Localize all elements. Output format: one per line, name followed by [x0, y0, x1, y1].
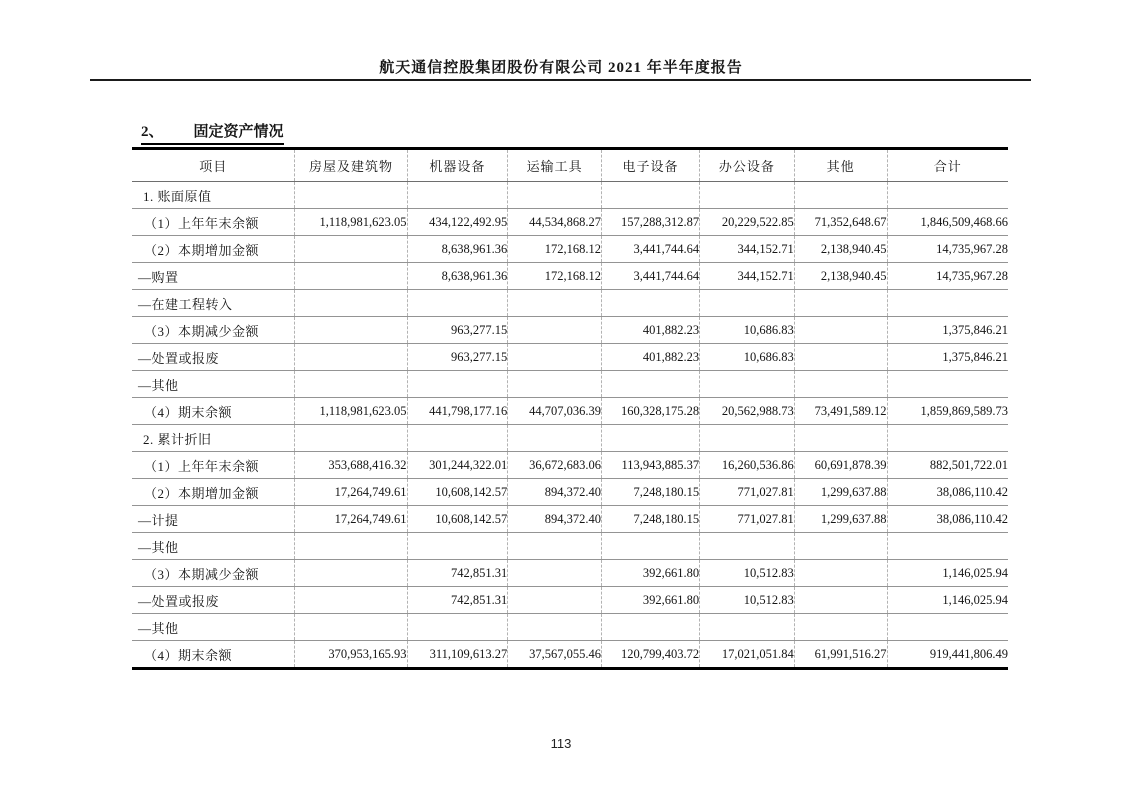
column-header: 其他: [794, 149, 887, 182]
value-cell: [602, 614, 700, 641]
value-cell: 14,735,967.28: [887, 263, 1008, 290]
value-cell: [700, 425, 795, 452]
value-cell: [700, 182, 795, 209]
row-label-cell: （2）本期增加金额: [132, 236, 295, 263]
value-cell: 2,138,940.45: [794, 236, 887, 263]
column-header: 项目: [132, 149, 295, 182]
value-cell: [295, 344, 407, 371]
value-cell: 882,501,722.01: [887, 452, 1008, 479]
value-cell: 44,534,868.27: [508, 209, 602, 236]
value-cell: [508, 344, 602, 371]
value-cell: [887, 425, 1008, 452]
value-cell: 17,021,051.84: [700, 641, 795, 669]
value-cell: 10,608,142.57: [407, 479, 508, 506]
row-label-cell: —其他: [132, 614, 295, 641]
value-cell: [794, 344, 887, 371]
value-cell: 1,375,846.21: [887, 344, 1008, 371]
page-number: 113: [550, 736, 572, 751]
section-heading-underline: [141, 120, 284, 145]
value-cell: 10,512.83: [700, 587, 795, 614]
table-row: [132, 533, 1008, 560]
value-cell: 38,086,110.42: [887, 506, 1008, 533]
value-cell: [700, 371, 795, 398]
table-row: [132, 317, 1008, 344]
value-cell: 20,562,988.73: [700, 398, 795, 425]
value-cell: 1,118,981,623.05: [295, 209, 407, 236]
value-cell: 370,953,165.93: [295, 641, 407, 669]
value-cell: 1,375,846.21: [887, 317, 1008, 344]
row-label-cell: （1）上年年末余额: [132, 209, 295, 236]
value-cell: [295, 587, 407, 614]
value-cell: 353,688,416.32: [295, 452, 407, 479]
header-divider: [90, 79, 1031, 81]
value-cell: [700, 290, 795, 317]
value-cell: 16,260,536.86: [700, 452, 795, 479]
value-cell: [508, 182, 602, 209]
value-cell: 10,512.83: [700, 560, 795, 587]
value-cell: [794, 371, 887, 398]
value-cell: 1,299,637.88: [794, 479, 887, 506]
value-cell: [295, 317, 407, 344]
value-cell: [407, 425, 508, 452]
value-cell: 963,277.15: [407, 317, 508, 344]
value-cell: 7,248,180.15: [602, 479, 700, 506]
table-row: [132, 506, 1008, 533]
value-cell: 401,882.23: [602, 344, 700, 371]
value-cell: [700, 533, 795, 560]
value-cell: [887, 614, 1008, 641]
value-cell: [407, 371, 508, 398]
table-row: [132, 479, 1008, 506]
value-cell: 10,686.83: [700, 317, 795, 344]
value-cell: 1,299,637.88: [794, 506, 887, 533]
fixed-assets-table: [132, 147, 1008, 670]
value-cell: [794, 587, 887, 614]
row-label-cell: （3）本期减少金额: [132, 560, 295, 587]
value-cell: 120,799,403.72: [602, 641, 700, 669]
row-label-cell: （4）期末余额: [144, 647, 233, 663]
row-label-cell: —其他: [132, 371, 295, 398]
value-cell: [407, 182, 508, 209]
value-cell: 1,118,981,623.05: [295, 398, 407, 425]
value-cell: 60,691,878.39: [794, 452, 887, 479]
value-cell: [602, 371, 700, 398]
value-cell: [794, 614, 887, 641]
value-cell: 7,248,180.15: [602, 506, 700, 533]
value-cell: [295, 263, 407, 290]
row-label-cell: —计提: [132, 506, 295, 533]
value-cell: [407, 614, 508, 641]
value-cell: 301,244,322.01: [407, 452, 508, 479]
table-row: [132, 263, 1008, 290]
value-cell: 14,735,967.28: [887, 236, 1008, 263]
table-row: [132, 560, 1008, 587]
row-label-cell: —在建工程转入: [132, 290, 295, 317]
value-cell: 113,943,885.37: [602, 452, 700, 479]
row-label-cell: —购置: [132, 263, 295, 290]
value-cell: 160,328,175.28: [602, 398, 700, 425]
value-cell: [794, 425, 887, 452]
value-cell: [508, 560, 602, 587]
value-cell: [602, 182, 700, 209]
table-row: [132, 425, 1008, 452]
value-cell: 36,672,683.06: [508, 452, 602, 479]
value-cell: 8,638,961.36: [407, 236, 508, 263]
value-cell: [794, 533, 887, 560]
value-cell: 71,352,648.67: [794, 209, 887, 236]
value-cell: 441,798,177.16: [407, 398, 508, 425]
table-row: [132, 236, 1008, 263]
value-cell: [887, 371, 1008, 398]
value-cell: [295, 425, 407, 452]
value-cell: [700, 614, 795, 641]
value-cell: [602, 533, 700, 560]
value-cell: 894,372.40: [508, 479, 602, 506]
value-cell: [508, 371, 602, 398]
table-row: [132, 614, 1008, 641]
value-cell: 3,441,744.64: [602, 263, 700, 290]
value-cell: [887, 533, 1008, 560]
value-cell: 38,086,110.42: [887, 479, 1008, 506]
section-number: 2、: [141, 124, 164, 140]
value-cell: 20,229,522.85: [700, 209, 795, 236]
section-title: 固定资产情况: [193, 124, 284, 140]
value-cell: [407, 290, 508, 317]
document-header-title: 航天通信控股集团股份有限公司 2021 年半年度报告: [379, 60, 743, 76]
value-cell: 392,661.80: [602, 560, 700, 587]
value-cell: 37,567,055.46: [508, 641, 602, 669]
value-cell: 10,686.83: [700, 344, 795, 371]
table-row: [132, 182, 1008, 209]
value-cell: 172,168.12: [508, 263, 602, 290]
value-cell: [508, 317, 602, 344]
value-cell: [887, 182, 1008, 209]
value-cell: [794, 182, 887, 209]
value-cell: [295, 614, 407, 641]
value-cell: 434,122,492.95: [407, 209, 508, 236]
column-header: 办公设备: [700, 149, 795, 182]
table-row: [132, 641, 1008, 669]
value-cell: [508, 587, 602, 614]
value-cell: 392,661.80: [602, 587, 700, 614]
row-label-cell: （4）期末余额: [132, 398, 295, 425]
value-cell: [508, 290, 602, 317]
value-cell: 894,372.40: [508, 506, 602, 533]
value-cell: [508, 614, 602, 641]
value-cell: 1,146,025.94: [887, 587, 1008, 614]
table-row: [132, 209, 1008, 236]
column-header: 运输工具: [508, 149, 602, 182]
value-cell: 172,168.12: [508, 236, 602, 263]
table-row: [132, 587, 1008, 614]
table-row: [132, 398, 1008, 425]
value-cell: 3,441,744.64: [602, 236, 700, 263]
row-label-cell: （1）上年年末余额: [132, 452, 295, 479]
table-row: [132, 452, 1008, 479]
value-cell: [407, 533, 508, 560]
value-cell: 401,882.23: [602, 317, 700, 344]
value-cell: [602, 290, 700, 317]
column-header: 合计: [887, 149, 1008, 182]
value-cell: 344,152.71: [700, 236, 795, 263]
value-cell: [508, 533, 602, 560]
value-cell: 2,138,940.45: [794, 263, 887, 290]
value-cell: 61,991,516.27: [794, 641, 887, 669]
value-cell: 311,109,613.27: [407, 641, 508, 669]
value-cell: 44,707,036.39: [508, 398, 602, 425]
value-cell: 771,027.81: [700, 479, 795, 506]
value-cell: [794, 290, 887, 317]
value-cell: 1,859,869,589.73: [887, 398, 1008, 425]
value-cell: 157,288,312.87: [602, 209, 700, 236]
row-label-cell: —其他: [132, 533, 295, 560]
value-cell: [508, 425, 602, 452]
value-cell: [295, 533, 407, 560]
value-cell: 17,264,749.61: [295, 479, 407, 506]
column-header: 电子设备: [602, 149, 700, 182]
value-cell: [794, 317, 887, 344]
row-label-cell: 2. 累计折旧: [132, 425, 295, 452]
section-heading: [141, 120, 284, 145]
value-cell: 8,638,961.36: [407, 263, 508, 290]
row-label-cell: —处置或报废: [132, 344, 295, 371]
row-label-cell: （2）本期增加金额: [132, 479, 295, 506]
value-cell: [295, 182, 407, 209]
value-cell: [602, 425, 700, 452]
value-cell: [295, 371, 407, 398]
value-cell: 17,264,749.61: [295, 506, 407, 533]
value-cell: 963,277.15: [407, 344, 508, 371]
table-row: [132, 371, 1008, 398]
value-cell: 1,846,509,468.66: [887, 209, 1008, 236]
value-cell: [295, 560, 407, 587]
value-cell: [887, 290, 1008, 317]
value-cell: 344,152.71: [700, 263, 795, 290]
value-cell: 742,851.31: [407, 560, 508, 587]
table-row: [132, 344, 1008, 371]
value-cell: 771,027.81: [700, 506, 795, 533]
value-cell: [794, 560, 887, 587]
value-cell: 73,491,589.12: [794, 398, 887, 425]
value-cell: 742,851.31: [407, 587, 508, 614]
column-header: 机器设备: [407, 149, 508, 182]
value-cell: 919,441,806.49: [887, 641, 1008, 669]
row-label-cell: 1. 账面原值: [132, 182, 295, 209]
value-cell: 1,146,025.94: [887, 560, 1008, 587]
table-row: [132, 290, 1008, 317]
column-header: 房屋及建筑物: [295, 149, 407, 182]
value-cell: [295, 236, 407, 263]
table-header-row: [132, 149, 1008, 182]
value-cell: [295, 290, 407, 317]
table-body: [132, 182, 1008, 669]
row-label-cell: —处置或报废: [132, 587, 295, 614]
row-label-cell: （3）本期减少金额: [132, 317, 295, 344]
value-cell: 10,608,142.57: [407, 506, 508, 533]
